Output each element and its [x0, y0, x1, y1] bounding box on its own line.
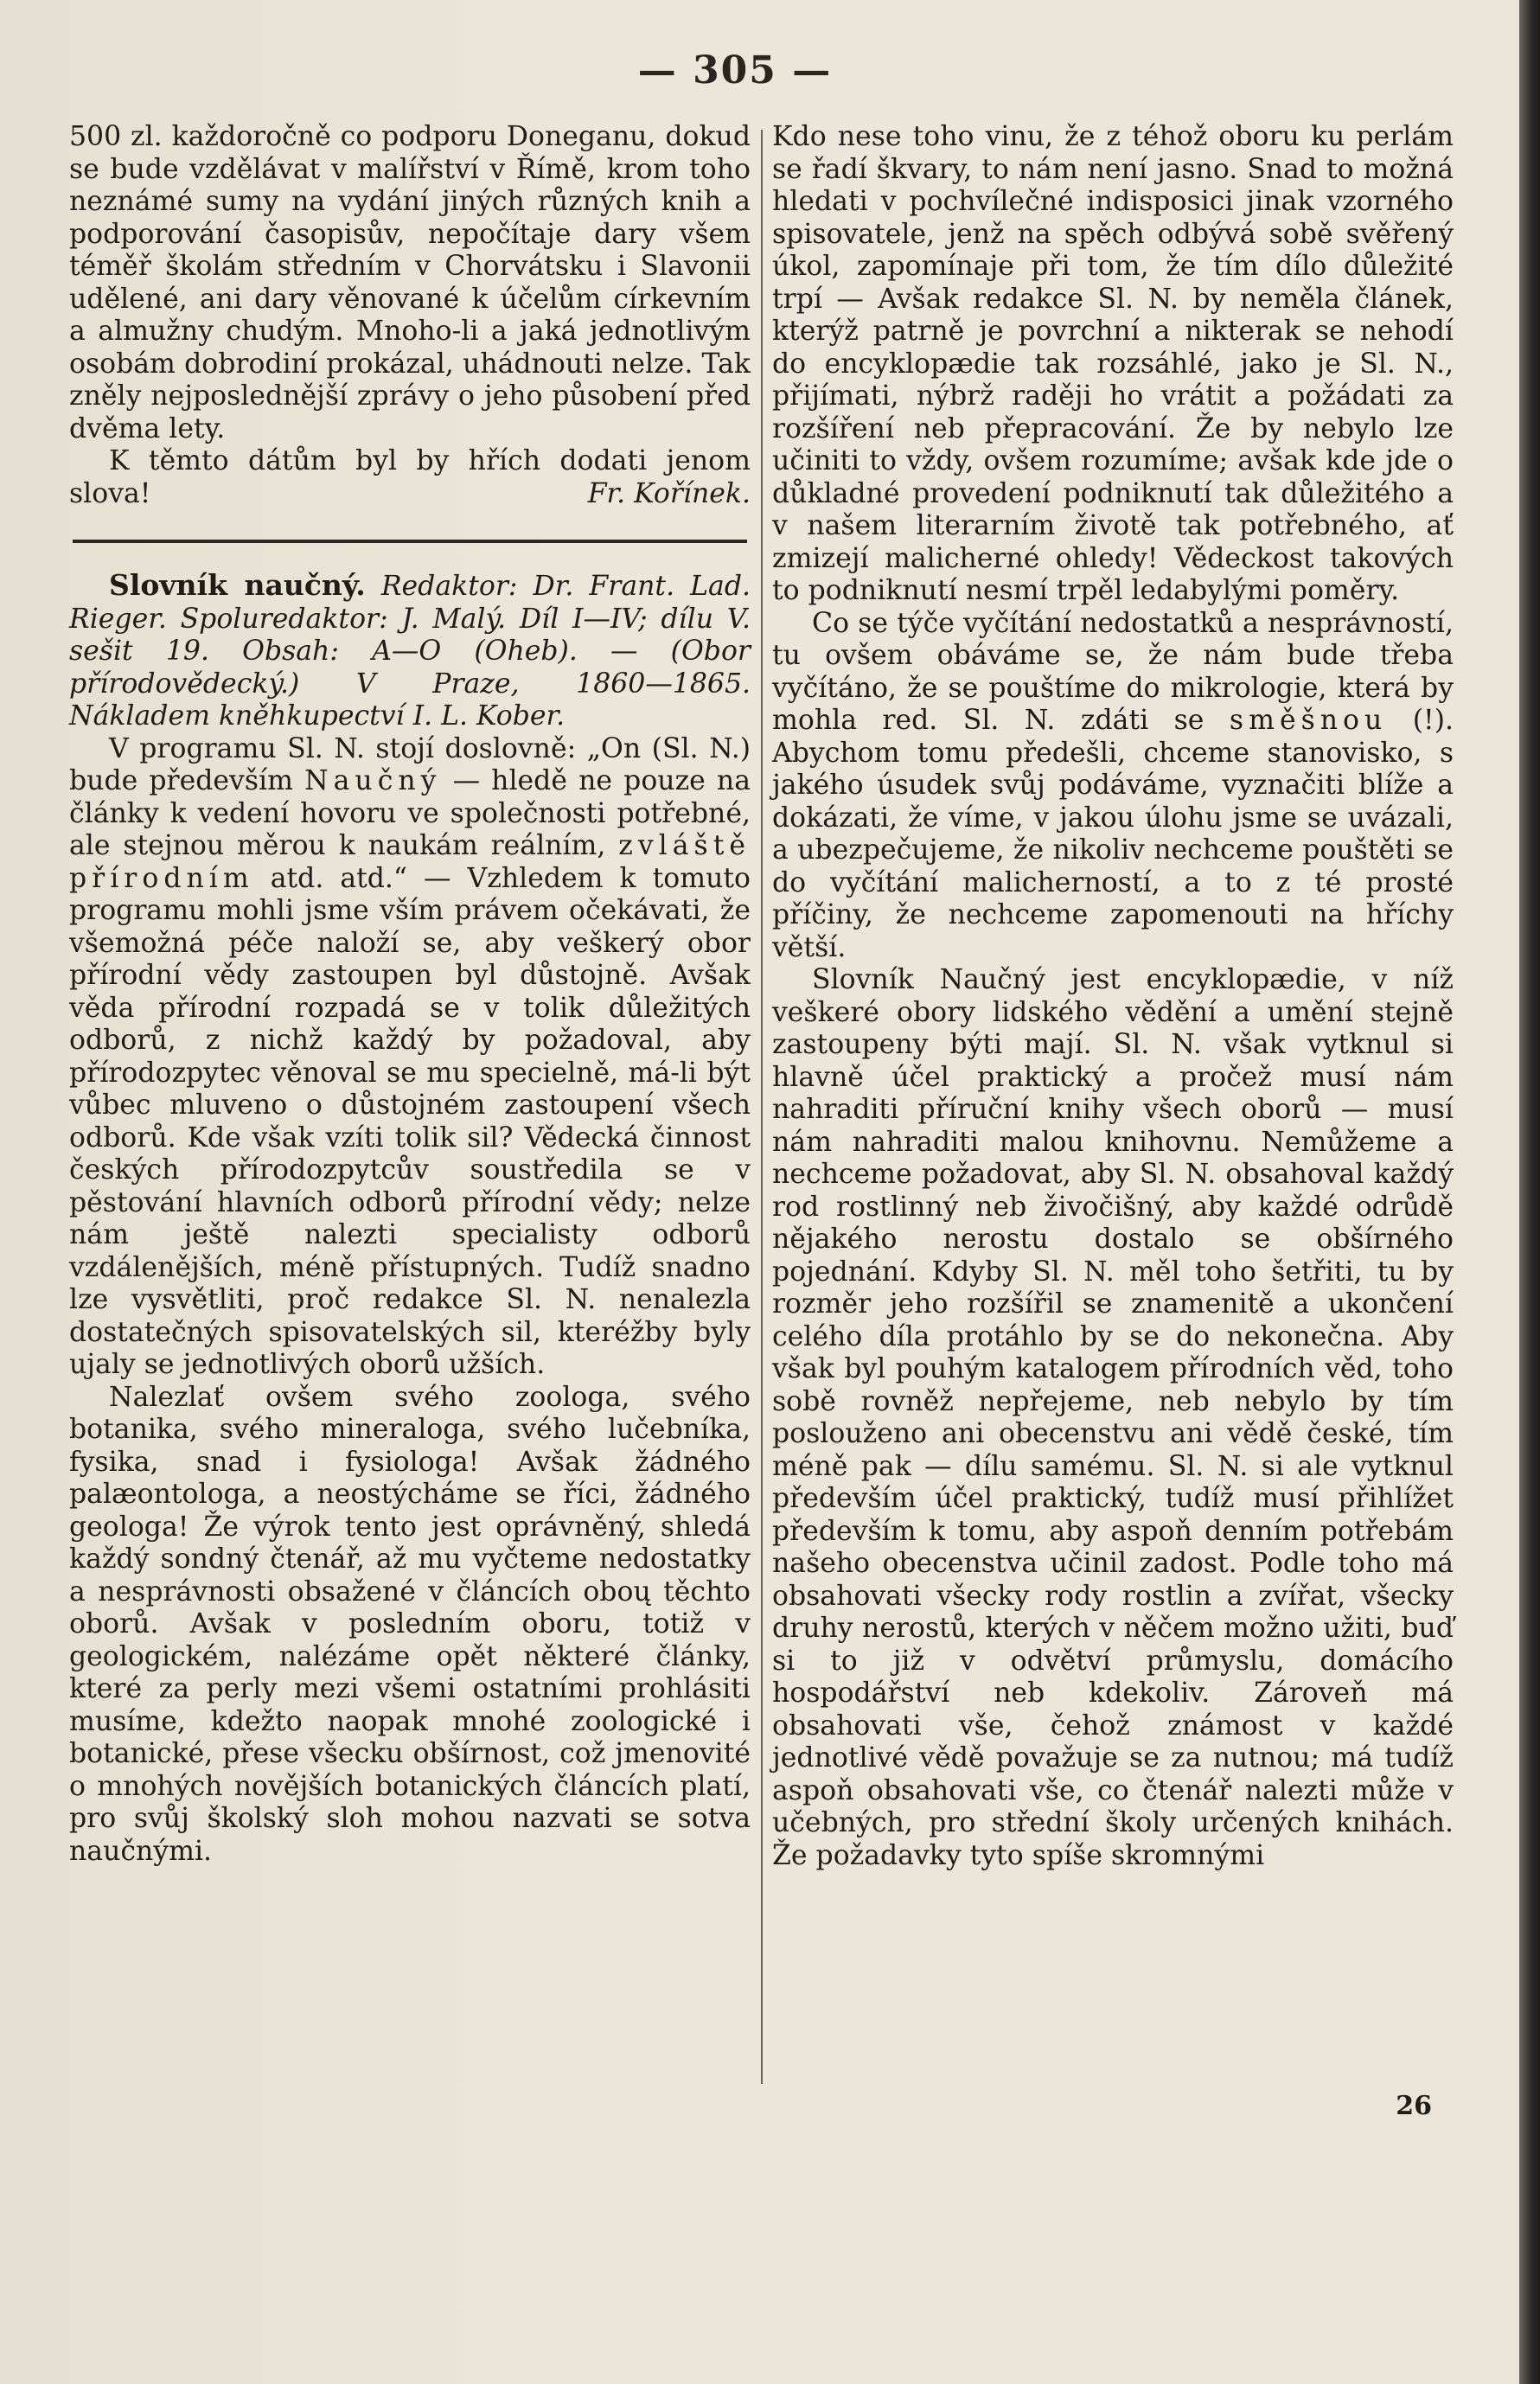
- program-spaced-naucny: Naučný: [304, 765, 442, 796]
- program-text-c: atd. atd.“ — Vzhledem k tomuto programu mohli jsme vším právem očekávati, že všemožná péče naloží se, aby veškerý obor přírodní vědy zastoupen byl důstojně. Avšak věda přírodní rozpadá se v tolik důležitých odborů, z nichž každý by požadoval, aby přírodozpytec věnoval se mu specielně, má-li být vůbec mluveno o důstojném zastoupení všech odborů. Kde však vzíti tolik sil? Vědecká činnost českých přírodozpytcův soustředila se v pěstování hlavních odborů přírodní vědy; nelze nám ještě nalezti specialisty odborů vzdálenějších, méně přístupných. Tudíž snadno lze vysvětliti, proč redakce Sl. N. nenalezla dostatečných spisovatelských sil, kteréžby byly ujaly se jednotlivých oborů užších.: [69, 862, 751, 1380]
- review-title: Slovník naučný.: [109, 568, 366, 602]
- paragraph-obituary-end: 500 zl. každoročně co podporu Doneganu, dokud se bude vzdělávat v malířství v Římě, krom toho neznámé sumy na vydání jiných různých knih a podporování časopisův, nepočítaje dary všem téměř školám středním v Chorvátsku i Slavonii udělené, ani dary věnované k účelům církevním a almužny chudým. Mnoho-li a jaká jednotlivým osobám dobrodiní prokázal, uhádnouti nelze. Tak zněly nejposlednější zprávy o jeho působení před dvěma lety.: [69, 121, 751, 444]
- stance-spaced-smesnou: směšnou: [1229, 705, 1388, 736]
- stance-text-a: Co se týče vyčítání nedostatků a nesprávností, tu ovšem obáváme se, že nám bude třeba vyčítáno, že se pouštíme do mikrologie, která by mohla red. Sl. N. zdáti se: [772, 607, 1454, 736]
- paragraph-encyclopedia: Slovník Naučný jest encyklopædie, v níž veškeré obory lidského vědění a umění stejně zastoupeny býti mají. Sl. N. však vytknul si hlavně účel praktický a pročež musí nám nahraditi příruční knihy všech oborů — musí nám nahraditi malou knihovnu. Nemůžeme a nechceme požadovat, aby Sl. N. obsahoval každý rod rostlinný neb živočišný, aby každé odrůdě nějakého nerostu dostalo se obšírného pojednání. Kdyby Sl. N. měl toho šetřiti, tu by rozměr jeho rozšířil se znamenitě a ukončení celého díla protáhlo by se do nekonečna. Aby však byl pouhým katalogem přírodních věd, toho sobě rovněž nepřejeme, neb nebylo by tím poslouženo ani obecenstvu ani vědě české, tím méně pak — dílu samému. Sl. N. si ale vytknul především účel praktický, tudíž musí přihlížet především k tomu, aby aspoň denním potřebám našeho obecenstva učinil zadost. Podle toho má obsahovati všecky rody rostlin a zvířat, všecky druhy nerostů, kterých v něčem možno užiti, buď si to již v odvětví průmyslu, domácího hospodářství neb kdekoliv. Zároveň má obsahovati vše, čehož známost v každé jednotlivé vědě považuje se za nutnou; má tudíž aspoň obsahovati vše, co čtenář nalezti může v učebných, pro střední školy určených knihách. Že požadavky tyto spíše skromnými: [772, 964, 1454, 1871]
- review-details: Redaktor: Dr. Frant. Lad. Rieger. Spoluredaktor: J. Malý. Díl I—IV; dílu V. sešit 19. Obsah: A—O (Oheb). — (Obor přírodovědecký.) V Praze, 1860—1865. Nákladem kněhkupectví I. L. Kober.: [69, 571, 751, 732]
- program-text-b: — hledě ne pouze na články k vedení hovoru ve společnosti potřebné, ale stejnou měrou k naukám reálním,: [69, 765, 751, 861]
- left-column: [69, 121, 751, 1868]
- section-rule: [73, 540, 747, 543]
- closing-text: K těmto dátům byl by hřích dodati jenom slova!: [69, 445, 751, 509]
- review-heading: [69, 569, 751, 733]
- paragraph-program: [69, 733, 751, 1382]
- page-number: — 305 —: [637, 48, 833, 93]
- program-spaced-prirodnim: zvláště přírodním: [69, 830, 751, 894]
- binding-edge: [1519, 0, 1540, 2384]
- stance-text-b: (!). Abychom tomu předešli, chceme stanovisko, s jakého úsudek svůj podáváme, vyznačiti blíže a dokázati, že víme, v jakou úlohu jsme se uvázali, a ubezpečujeme, že nikoliv nechceme pouštěti se do vyčítání malicherností, a to z té prosté příčiny, že nechceme zapomenouti na hříchy větší.: [772, 705, 1454, 963]
- signature-mark: 26: [1396, 2091, 1432, 2121]
- program-text-a: V programu Sl. N. stojí doslovně: „On (Sl. N.) bude především: [69, 732, 751, 796]
- paragraph-blame: Kdo nese toho vinu, že z téhož oboru ku perlám se řadí škvary, to nám není jasno. Snad to možná hledati v pochvílečné indisposici jinak vzorného spisovatele, jenž na spěch odbývá sobě svěřený úkol, zapomínaje při tom, že tím dílo důležité trpí — Avšak redakce Sl. N. by neměla článek, kterýž patrně je povrchní a nikterak se nehodí do encyklopædie tak rozsáhlé, jako je Sl. N., přijímati, nýbrž raději ho vrátit a požádati za rozšíření neb přepracování. Že by nebylo lze učiniti to vždy, ovšem rozumíme; avšak kde jde o důkladné provedení podniknutí tak důležitého a v našem literarním životě tak potřebného, ať zmizejí malicherné ohledy! Vědeckost takových to podniknutí nesmí trpěl ledabylými poměry.: [772, 121, 1454, 606]
- column-divider: [761, 130, 763, 2084]
- author-signature: Fr. Kořínek.: [587, 477, 751, 509]
- right-column: [772, 121, 1454, 1872]
- paragraph-closing: [69, 445, 751, 510]
- paragraph-stance: [772, 608, 1454, 965]
- paragraph-specialists: Nalezlať ovšem svého zoologa, svého botanika, svého mineraloga, svého lučebníka, fysika, snad i fysiologa! Avšak žádného palæontologa, a neostýcháme se říci, žádného geologa! Že výrok tento jest oprávněný, shledá každý sondný čtenář, až mu vyčteme nedostatky a nesprávnosti obsažené v článcích oboų těchto oborů. Avšak v posledním oboru, totiž v geologickém, nalézáme opět některé články, které za perly mezi všemi ostatními prohlásiti musíme, kdežto naopak mnohé zoologické i botanické, přese všecku obšírnost, což jmenovité o mnohých novějších botanických článcích platí, pro svůj školský sloh mohou nazvati se sotva naučnými.: [69, 1381, 751, 1867]
